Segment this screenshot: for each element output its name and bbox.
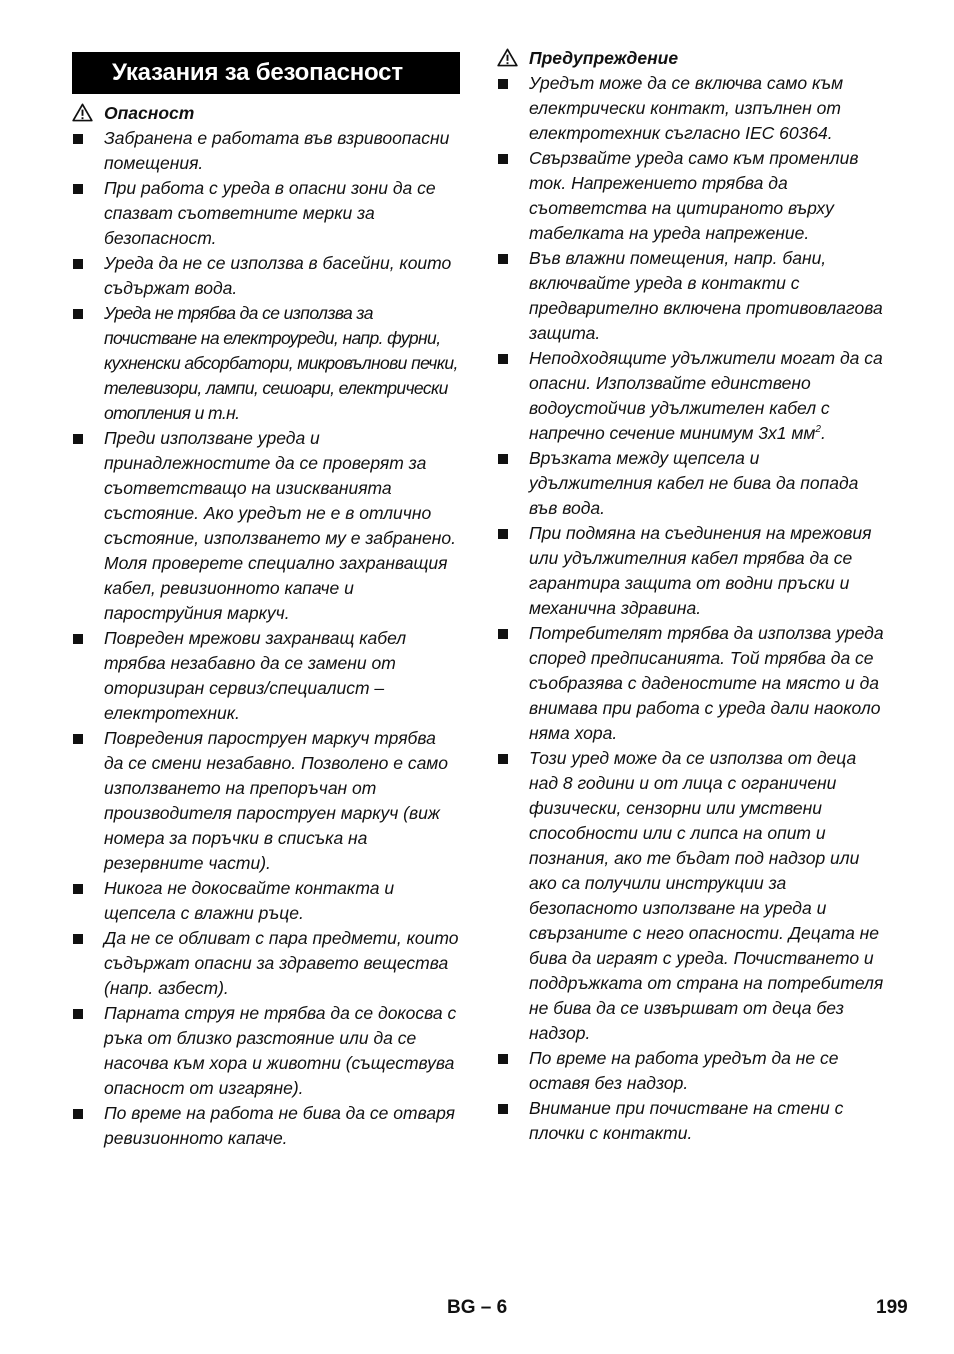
list-item-text: Забранена е работата във взривоопасни помещения. [104, 128, 450, 173]
list-item-text: Повредения пароструен маркуч трябва да се смени незабавно. Позволено е само използването на препоръчан от производителя пароструен маркуч (виж номера за поръчки в списъка на резервните части). [104, 728, 449, 873]
footer-section-code: BG – 6 [447, 1297, 508, 1318]
bullet-square-icon [498, 529, 508, 539]
list-item [497, 71, 887, 146]
list-item-text: Свързвайте уреда само към променлив ток. Напрежението трябва да съответства на цитираното върху табелката на уреда напрежение. [529, 148, 859, 243]
list-item-text: По време на работа не бива да се отваря ревизионното капаче. [104, 1103, 455, 1148]
right-column [497, 46, 887, 1146]
list-item [72, 876, 460, 926]
list-item-text: Внимание при почистване на стени с плочки с контакти. [529, 1098, 844, 1143]
list-item-text: При работа с уреда в опасни зони да се спазват съответните мерки за безопасност. [104, 178, 436, 248]
warning-heading [497, 46, 887, 71]
list-item-suffix: . [820, 423, 826, 443]
bullet-square-icon [73, 259, 83, 269]
list-item [497, 621, 887, 746]
danger-heading [72, 101, 460, 126]
bullet-square-icon [73, 134, 83, 144]
bullet-square-icon [73, 934, 83, 944]
warning-triangle-icon [72, 103, 93, 122]
list-item [72, 726, 460, 876]
list-item [497, 346, 887, 446]
warning-heading-text: Предупреждение [529, 48, 679, 68]
bullet-square-icon [498, 1104, 508, 1114]
bullet-square-icon [73, 1009, 83, 1019]
list-item [72, 1101, 460, 1151]
bullet-square-icon [73, 734, 83, 744]
bullet-square-icon [498, 629, 508, 639]
bullet-square-icon [498, 754, 508, 764]
bullet-square-icon [498, 1054, 508, 1064]
list-item [72, 1001, 460, 1101]
list-item-text: Този уред може да се използва от деца над 8 години и от лица с ограничени физически, сензорни или умствени способности или с липса на опит и познания, ако те бъдат под надзор или ако са получили инструкции за безопасното използване на уреда и свързаните с него опасности. Децата не бива да играят с уреда. Почистването и поддръжката от страна на потребителя не бива да се извършват от деца без надзор. [529, 748, 884, 1043]
list-item [72, 626, 460, 726]
list-item [72, 251, 460, 301]
bullet-square-icon [498, 354, 508, 364]
list-item-text: При подмяна на съединения на мрежовия или удължителния кабел трябва да се гарантира защита от водни пръски и механична здравина. [529, 523, 872, 618]
list-item [497, 146, 887, 246]
list-item-text: Уредът може да се включва само към електрически контакт, изпълнен от електротехник съгласно IEC 60364. [529, 73, 844, 143]
list-item [497, 246, 887, 346]
bullet-square-icon [498, 254, 508, 264]
bullet-square-icon [498, 154, 508, 164]
page-number: 199 [876, 1297, 908, 1318]
bullet-square-icon [498, 454, 508, 464]
bullet-square-icon [73, 884, 83, 894]
list-item [497, 746, 887, 1046]
list-item-text: Да не се обливат с пара предмети, които съдържат опасни за здравето вещества (напр. азбест). [104, 928, 459, 998]
bullet-square-icon [73, 309, 83, 319]
superscript-2: 2 [815, 424, 821, 436]
list-item-text: По време на работа уредът да не се оставя без надзор. [529, 1048, 839, 1093]
list-item-text: Парната струя не трябва да се докосва с ръка от близко разстояние или да се насочва към хора и животни (съществува опасност от изгаряне). [104, 1003, 457, 1098]
list-item [497, 446, 887, 521]
list-item-text: Преди използване уреда и принадлежностите да се проверят за съответстващо на изискванията състояние. Ако уредът не е в отлично състояние, използването му е забранено. Моля проверете специално захранващия кабел, ревизионното капаче и пароструйния маркуч. [104, 428, 456, 623]
bullet-square-icon [73, 434, 83, 444]
danger-list [72, 126, 460, 1151]
warning-triangle-icon [497, 48, 518, 67]
list-item-text: Уреда не трябва да се използва за почистване на електроуреди, напр. фурни, кухненски абсорбатори, микровълнови печки, телевизори, лампи, сешоари, електрически отопления и т.н. [104, 303, 458, 423]
list-item-text: Повреден мрежови захранващ кабел трябва незабавно да се замени от оторизиран сервиз/специалист – електротехник. [104, 628, 407, 723]
list-item-text: Във влажни помещения, напр. бани, включвайте уреда в контакти с предварително включена противовлагова защита. [529, 248, 883, 343]
list-item [72, 126, 460, 176]
list-item [72, 926, 460, 1001]
left-column [72, 46, 460, 1151]
danger-heading-text: Опасност [104, 103, 195, 123]
bullet-square-icon [73, 184, 83, 194]
list-item [72, 426, 460, 626]
list-item [497, 521, 887, 621]
list-item-text: Потребителят трябва да използва уреда според предписанията. Той трябва да се съобразява с даденостите на място и да внимава при работа с уреда дали наоколо няма хора. [529, 623, 884, 743]
bullet-square-icon [73, 634, 83, 644]
section-title: Указания за безопасност [72, 52, 460, 94]
list-item [72, 301, 460, 426]
warning-list [497, 71, 887, 1146]
bullet-square-icon [498, 79, 508, 89]
list-item-text: Неподходящите удължители могат да са опасни. Използвайте единствено водоустойчив удължителен кабел с напречно сечение минимум 3x1 мм [529, 348, 883, 443]
list-item-text: Уреда да не се използва в басейни, които съдържат вода. [104, 253, 452, 298]
list-item [497, 1046, 887, 1096]
bullet-square-icon [73, 1109, 83, 1119]
list-item [72, 176, 460, 251]
list-item [497, 1096, 887, 1146]
list-item-text: Никога не докосвайте контакта и щепсела с влажни ръце. [104, 878, 395, 923]
list-item-text: Връзката между щепсела и удължителния кабел не бива да попада във вода. [529, 448, 859, 518]
